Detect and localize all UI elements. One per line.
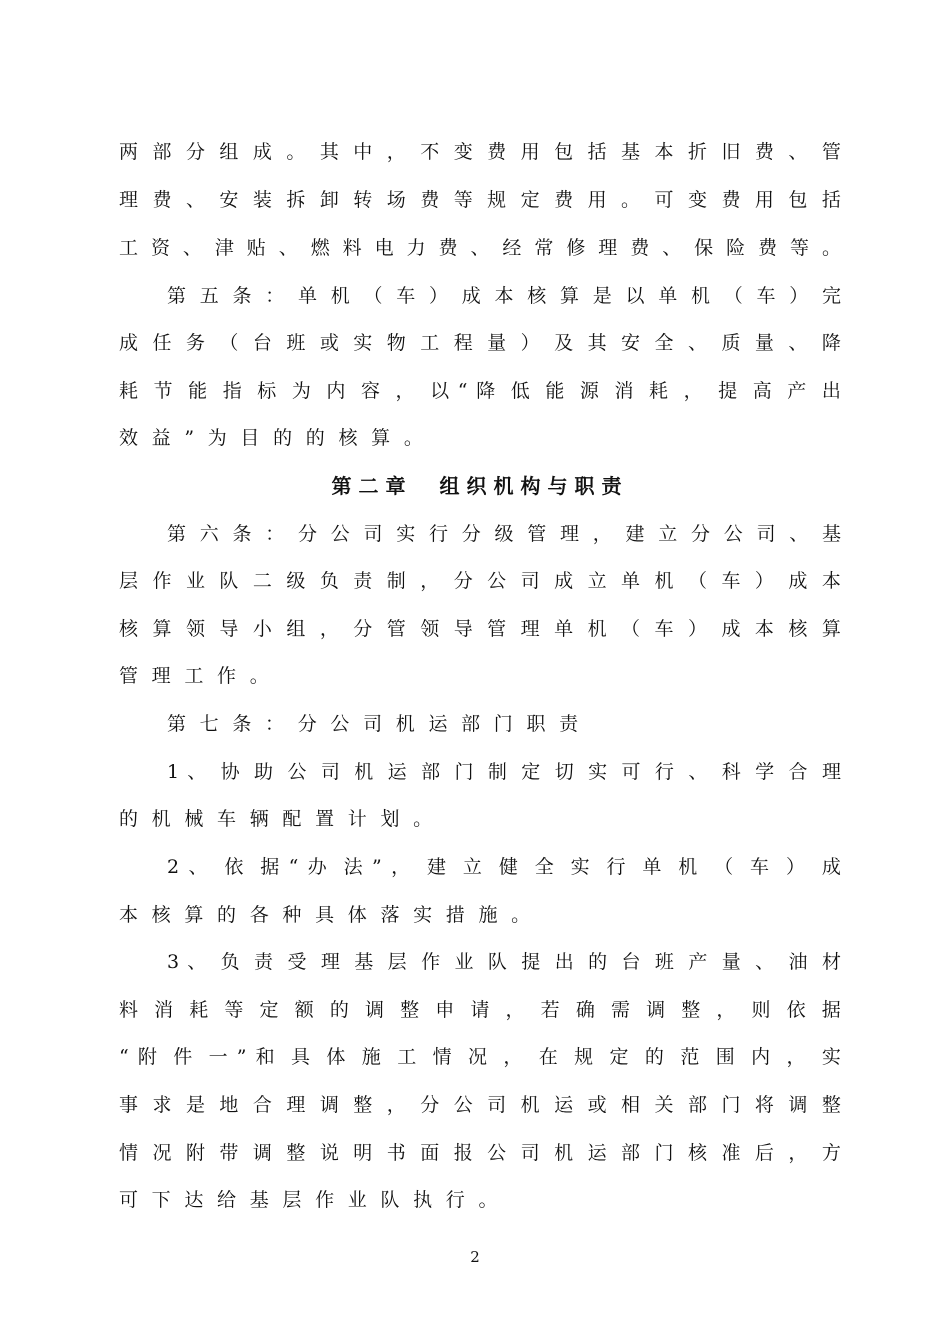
text-line: 的机械车辆配置计划。 bbox=[119, 808, 446, 830]
article-5-line: 第 五 条 ： 单 机 （ 车 ） 成 本 核 算 是 以 单 机 （ 车 ） 完 bbox=[167, 285, 841, 307]
text-line: 核 算 领 导 小 组 ， 分 管 领 导 管 理 单 机 （ 车 ） 成 本 核 算 bbox=[119, 618, 841, 640]
text-line: 料 消 耗 等 定 额 的 调 整 申 请 ， 若 确 需 调 整 ， 则 依 据 bbox=[119, 999, 841, 1021]
item-2-line: 2 、 依 据 “ 办 法 ” ， 建 立 健 全 实 行 单 机 （ 车 ） 成 bbox=[167, 856, 841, 878]
text-line: 理 费 、 安 装 拆 卸 转 场 费 等 规 定 费 用 。 可 变 费 用 包 括 bbox=[119, 189, 841, 211]
article-6-line: 第 六 条 ： 分 公 司 实 行 分 级 管 理 ， 建 立 分 公 司 、 基 bbox=[167, 523, 841, 545]
text-line: 层 作 业 队 二 级 负 责 制 ， 分 公 司 成 立 单 机 （ 车 ） 成 本 bbox=[119, 570, 841, 592]
text-line: 成 任 务 （ 台 班 或 实 物 工 程 量 ） 及 其 安 全 、 质 量 、 降 bbox=[119, 332, 841, 354]
text-line: 效益”为目的的核算。 bbox=[119, 427, 437, 449]
item-3-line: 3 、 负 责 受 理 基 层 作 业 队 提 出 的 台 班 产 量 、 油 材 bbox=[167, 951, 841, 973]
item-1-line: 1 、 协 助 公 司 机 运 部 门 制 定 切 实 可 行 、 科 学 合 理 bbox=[167, 761, 841, 783]
text-line: 管理工作。 bbox=[119, 665, 283, 687]
page-number: 2 bbox=[470, 1248, 480, 1266]
text-line: 可下达给基层作业队执行。 bbox=[119, 1189, 512, 1211]
text-line: 情 况 附 带 调 整 说 明 书 面 报 公 司 机 运 部 门 核 准 后 ， 方 bbox=[119, 1142, 841, 1164]
text-line: 耗 节 能 指 标 为 内 容 ， 以 “ 降 低 能 源 消 耗 ， 提 高 产 出 bbox=[119, 380, 841, 402]
text-line: 本核算的各种具体落实措施。 bbox=[119, 904, 544, 926]
text-line: 两 部 分 组 成 。 其 中 ， 不 变 费 用 包 括 基 本 折 旧 费 、 管 bbox=[119, 141, 841, 163]
text-line: 事 求 是 地 合 理 调 整 ， 分 公 司 机 运 或 相 关 部 门 将 调 整 bbox=[119, 1094, 841, 1116]
text-line: 工 资 、 津 贴 、 燃 料 电 力 费 、 经 常 修 理 费 、 保 险 费 等 。 bbox=[119, 237, 841, 259]
article-7-line: 第七条：分公司机运部门职责 bbox=[167, 713, 592, 735]
text-line: “ 附 件 一 ” 和 具 体 施 工 情 况 ， 在 规 定 的 范 围 内 ， 实 bbox=[119, 1046, 841, 1068]
chapter-heading: 第二章 组织机构与职责 bbox=[331, 474, 629, 498]
